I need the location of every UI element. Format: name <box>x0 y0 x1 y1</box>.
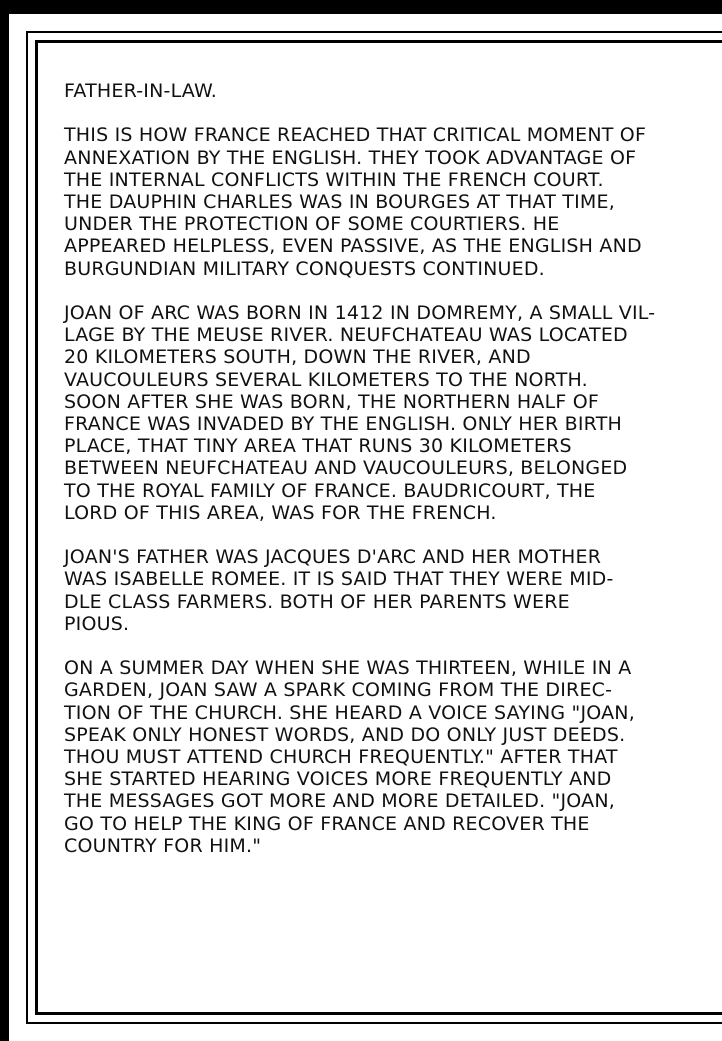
text-column <box>64 80 704 879</box>
paragraph-joan-parents: JOAN'S FATHER WAS JACQUES D'ARC AND HER MOTHER WAS ISABELLE ROMEE. IT IS SAID THAT THEY WERE MID- DLE CLASS FARMERS. BOTH OF HER PARENTS WERE PIOUS. <box>64 546 614 635</box>
paragraph-joan-voices: ON A SUMMER DAY WHEN SHE WAS THIRTEEN, WHILE IN A GARDEN, JOAN SAW A SPARK COMING FROM THE DIREC- TION OF THE CHURCH. SHE HEARD A VOICE SAYING "JOAN, SPEAK ONLY HONEST WORDS, AND DO ONLY JUST DEEDS. THOU MUST ATTEND CHURCH FREQUENTLY." AFTER THAT SHE STARTED HEARING VOICES MORE FREQUENTLY AND THE MESSAGES GOT MORE AND MORE DETAILED. "JOAN, GO TO HELP THE KING OF FRANCE AND RECOVER THE COUNTRY FOR HIM." <box>64 657 635 857</box>
top-border-bar <box>0 0 722 14</box>
left-border-bar <box>0 0 9 1041</box>
paragraph-annexation: THIS IS HOW FRANCE REACHED THAT CRITICAL MOMENT OF ANNEXATION BY THE ENGLISH. THEY TOOK ADVANTAGE OF THE INTERNAL CONFLICTS WITHIN THE FRENCH COURT. THE DAUPHIN CHARLES WAS IN BOURGES AT THAT TIME, UNDER THE PROTECTION OF SOME COURTIERS. HE APPEARED HELPLESS, EVEN PASSIVE, AS THE ENGLISH AND BURGUNDIAN MILITARY CONQUESTS CONTINUED. <box>64 124 647 280</box>
paragraph-joan-birth: JOAN OF ARC WAS BORN IN 1412 IN DOMREMY, A SMALL VIL- LAGE BY THE MEUSE RIVER. NEUFCHATEAU WAS LOCATED 20 KILOMETERS SOUTH, DOWN THE RIVER, AND VAUCOULEURS SEVERAL KILOMETERS TO THE NORTH. SOON AFTER SHE WAS BORN, THE NORTHERN HALF OF FRANCE WAS INVADED BY THE ENGLISH. ONLY HER BIRTH PLACE, THAT TINY AREA THAT RUNS 30 KILOMETERS BETWEEN NEUFCHATEAU AND VAUCOULEURS, BELONGED TO THE ROYAL FAMILY OF FRANCE. BAUDRICOURT, THE LORD OF THIS AREA, WAS FOR THE FRENCH. <box>64 302 656 524</box>
paragraph-father-in-law: FATHER-IN-LAW. <box>64 80 217 102</box>
